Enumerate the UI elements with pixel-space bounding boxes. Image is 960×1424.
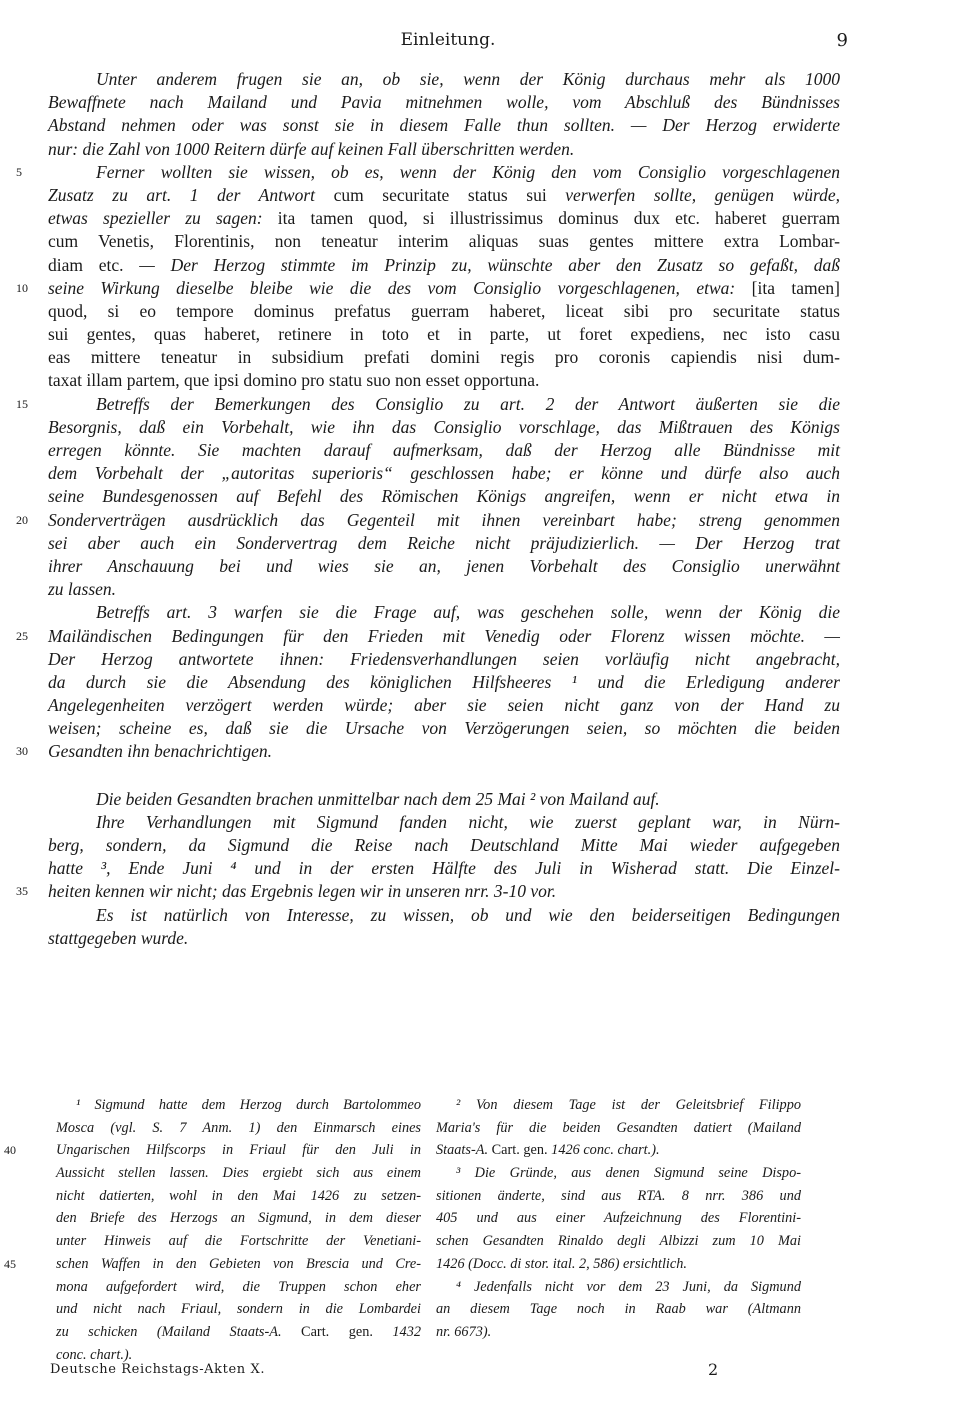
line-number: 45 bbox=[4, 1256, 16, 1271]
body-line: Gesandten ihn benachrichtigen. 30 bbox=[48, 740, 840, 763]
paragraph-gap bbox=[48, 764, 840, 788]
body-line: Unter anderem frugen sie an, ob sie, wenn der König durchaus mehr als 1000 bbox=[96, 69, 840, 89]
footnote-line: 405 und aus einer Aufzeichnung des Florentini- bbox=[436, 1210, 801, 1227]
body-line: Es ist natürlich von Interesse, zu wissen, ob und wie den beiderseitigen Bedingungen bbox=[96, 904, 840, 925]
body-line: etwas spezieller zu sagen: ita tamen quod, si illustrissimus dominus dux etc. haberet guerram bbox=[48, 208, 840, 229]
footnotes bbox=[4, 1094, 840, 1363]
footer-signature: Deutsche Reichstags-Akten X. bbox=[50, 1362, 266, 1377]
line-number: 35 bbox=[16, 884, 28, 899]
footnote-line: mona aufgefordert wird, die Truppen schon eher bbox=[56, 1278, 421, 1295]
body-line: Der Herzog antwortete ihnen: Friedensverhandlungen seien vorläufig nicht angebracht, bbox=[48, 648, 840, 669]
footnote-line: Ungarischen Hilfscorps in Friaul für den Juli in 40 bbox=[56, 1139, 421, 1162]
body-line: Ihre Verhandlungen mit Sigmund fanden nicht, wie zuerst geplant war, in Nürn- bbox=[96, 811, 840, 832]
footnote-line: und nicht nach Friaul, sondern in die Lombardei bbox=[56, 1301, 421, 1318]
body-line: erregen könnte. Sie machten darauf aufmerksam, daß der Herzog alle Bündnisse mit bbox=[48, 440, 840, 460]
body-text bbox=[16, 68, 841, 950]
footnote-line: conc. chart.). bbox=[56, 1346, 133, 1363]
footnote-line: ¹ Sigmund hatte dem Herzog durch Bartolommeo bbox=[76, 1097, 421, 1113]
body-line: seine Wirkung dieselbe bleibe wie die des vom Consiglio vorgeschlagenen, etwa: [ita tamen] 10 bbox=[48, 277, 840, 300]
body-line: Angelegenheiten verzögert werden würde; aber sie seien nicht ganz von der Hand zu bbox=[48, 695, 840, 716]
footnote-line: den Briefe des Herzogs an Sigmund, in dem dieser bbox=[56, 1210, 421, 1227]
footnote-line: schen Waffen in den Gebieten von Brescia und Cre- 45 bbox=[56, 1253, 421, 1276]
line-number: 25 bbox=[16, 628, 28, 643]
body-line: sui gentes, quas haberet, retinere in toto et in parte, ut foret expediens, nec isto casu bbox=[48, 324, 840, 345]
footnote-line: sitionen änderte, sind aus RTA. 8 nrr. 386 und bbox=[436, 1187, 801, 1204]
footnote-line: nr. 6673). bbox=[436, 1323, 492, 1340]
body-line: heiten kennen wir nicht; das Ergebnis legen wir in unseren nrr. 3-10 vor. 35 bbox=[48, 880, 840, 903]
page-header bbox=[48, 28, 848, 58]
body-line: seine Bundesgenossen auf Befehl des Römischen Königs angreifen, wenn er nicht etwa in bbox=[48, 486, 840, 507]
footer-sheet-number: 2 bbox=[708, 1360, 719, 1379]
footnote-line: zu schicken (Mailand Staats-A. Cart. gen. 1432 bbox=[56, 1323, 422, 1340]
footnote-line: ⁴ Jedenfalls nicht vor dem 23 Juni, da Sigmund bbox=[456, 1278, 801, 1295]
body-line: Mailändischen Bedingungen für den Frieden mit Venedig oder Florenz wissen möchte. — 25 bbox=[48, 625, 840, 648]
running-title: Einleitung. bbox=[400, 30, 496, 50]
body-line: Bewaffnete nach Mailand und Pavia mitnehmen wolle, vom Abschluß des Bündnisses bbox=[48, 92, 840, 113]
footnote-line: Maria's für die beiden Gesandten datiert (Mailand bbox=[436, 1119, 801, 1136]
body-line: zu lassen. bbox=[48, 579, 117, 600]
body-line: weisen; scheine es, daß sie die Ursache von Verzögerungen seien, so möchten die beiden bbox=[48, 718, 840, 739]
line-number: 5 bbox=[16, 164, 22, 179]
body-line: berg, sondern, da Sigmund die Reise nach Deutschland Mitte Mai wieder aufgegeben bbox=[48, 835, 840, 855]
body-line: sei aber auch ein Sondervertrag dem Reiche nicht präjudizierlich. — Der Herzog trat bbox=[48, 532, 840, 553]
body-line: Betreffs der Bemerkungen des Consiglio zu art. 2 der Antwort äußerten sie die 15 bbox=[48, 393, 840, 416]
footnote-line: an diesem Tage noch in Raab war (Altmann bbox=[436, 1301, 801, 1318]
footnote-line: Aussicht stellen lassen. Dies ergiebt sich aus einem bbox=[56, 1165, 421, 1182]
body-line: Besorgnis, daß ein Vorbehalt, wie ihn das Consiglio vorschlage, das Mißtrauen des Königs bbox=[48, 416, 840, 437]
line-number: 30 bbox=[16, 744, 28, 759]
body-line: nur: die Zahl von 1000 Reitern dürfe auf keinen Fall überschritten werden. bbox=[48, 138, 575, 159]
body-line: cum Venetis, Florentinis, non teneatur interim aliquas suas gentes mittere extra Lombar- bbox=[48, 231, 840, 252]
body-line: dem Vorbehalt der „autoritas superioris“ geschlossen habe; er könne und dürfe also auch bbox=[48, 463, 840, 484]
body-line: ihrer Anschauung bei und wies sie an, jenen Vorbehalt des Consiglio unerwähnt bbox=[48, 555, 840, 576]
body-line: Sonderverträgen ausdrücklich das Gegenteil mit ihnen vereinbart habe; streng genommen 20 bbox=[48, 509, 840, 532]
body-line: hatte ³, Ende Juni ⁴ und in der ersten Hälfte des Juli in Wisherad statt. Die Einzel- bbox=[48, 858, 840, 879]
line-number: 20 bbox=[16, 512, 28, 527]
footnote-line: nicht datierten, wohl in den Mai 1426 zu setzen- bbox=[56, 1187, 421, 1204]
body-line: Zusatz zu art. 1 der Antwort cum securitate status sui verwerfen sollte, genügen würde, bbox=[48, 184, 840, 205]
line-number: 15 bbox=[16, 396, 28, 411]
body-line: stattgegeben wurde. bbox=[48, 927, 189, 948]
footnote-line: ² Von diesem Tage ist der Geleitsbrief Filippo bbox=[456, 1097, 801, 1113]
page-number: 9 bbox=[836, 30, 848, 51]
footnote-line: 1426 (Docc. di stor. ital. 2, 586) ersichtlich. bbox=[436, 1255, 687, 1272]
footnote-line: Mosca (vgl. S. 7 Anm. 1) den Einmarsch eines bbox=[56, 1119, 421, 1136]
body-line: da durch sie die Absendung des königlichen Hilfsheeres ¹ und die Erledigung anderer bbox=[48, 671, 840, 692]
line-number: 10 bbox=[16, 280, 28, 295]
body-line: Die beiden Gesandten brachen unmittelbar nach dem 25 Mai ² von Mailand auf. bbox=[96, 788, 660, 809]
footnote-line: Staats-A. Cart. gen. 1426 conc. chart.). bbox=[436, 1142, 660, 1159]
body-line: Abstand nehmen oder was sonst sie in diesem Falle thun sollten. — Der Herzog erwiderte bbox=[48, 115, 840, 136]
body-line: Betreffs art. 3 warfen sie die Frage auf, was geschehen solle, wenn der König die bbox=[96, 602, 840, 623]
footnote-line: schen Gesandten Rinaldo degli Albizzi zum 10 Mai bbox=[436, 1233, 801, 1250]
body-line: Ferner wollten sie wissen, ob es, wenn der König den vom Consiglio vorgeschlagenen 5 bbox=[48, 161, 840, 184]
body-line: diam etc. — Der Herzog stimmte im Prinzip zu, wünschte aber den Zusatz so gefaßt, daß bbox=[48, 254, 841, 275]
footnote-line: unter Hinweis auf die Fortschritte der Venetiani- bbox=[56, 1233, 421, 1250]
line-number: 40 bbox=[4, 1143, 16, 1158]
body-line: quod, si eo tempore dominus prefatus guerram haberet, liceat sibi pro securitate status bbox=[48, 300, 840, 321]
footnotes-left-column bbox=[4, 1094, 422, 1366]
footnote-line: ³ Die Gründe, aus denen Sigmund seine Dispo- bbox=[456, 1165, 801, 1182]
body-line: taxat illam partem, que ipsi domino pro statu suo non esset opportuna. bbox=[48, 370, 540, 391]
body-line: eas mittere teneatur in subsidium prefati domini regis pro coronis capiendis nisi dum- bbox=[48, 347, 840, 368]
footnotes-right-column bbox=[436, 1094, 801, 1344]
